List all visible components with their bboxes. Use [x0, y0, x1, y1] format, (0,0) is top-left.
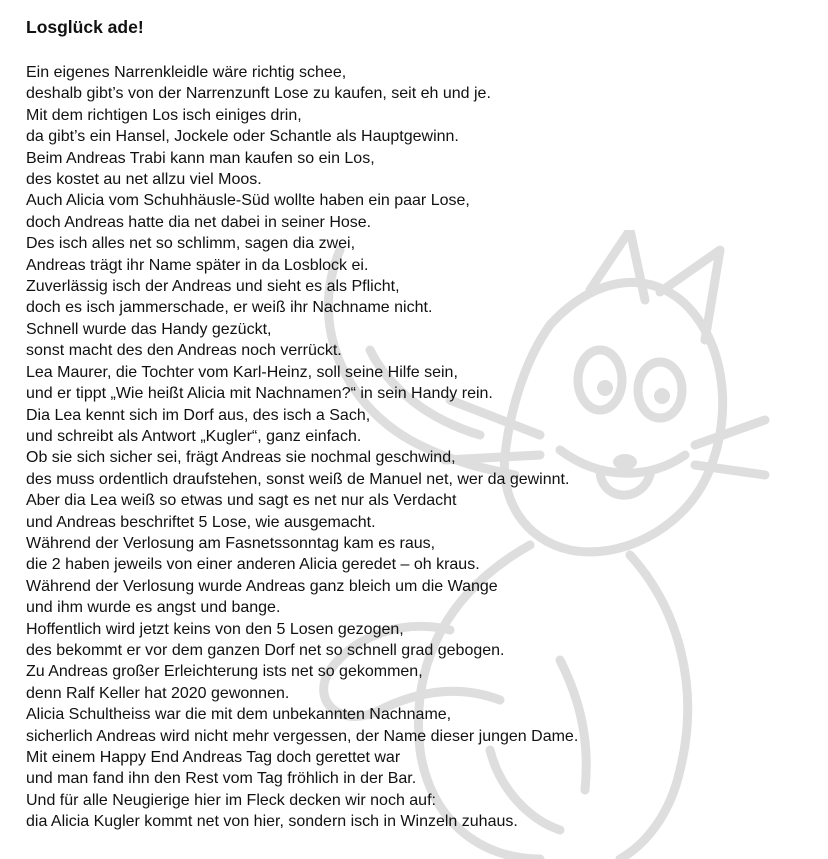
- poem-line: und er tippt „Wie heißt Alicia mit Nachnamen?“ in sein Handy rein.: [26, 385, 493, 403]
- poem-line: sicherlich Andreas wird nicht mehr vergessen, der Name dieser jungen Dame.: [26, 727, 579, 745]
- poem-line: denn Ralf Keller hat 2020 gewonnen.: [26, 684, 290, 702]
- poem-line: Mit einem Happy End Andreas Tag doch gerettet war: [26, 749, 401, 766]
- poem-line: Zuverlässig isch der Andreas und sieht es als Pflicht,: [26, 278, 400, 296]
- poem-line: des kostet au net allzu viel Moos.: [26, 171, 262, 189]
- poem-line: Mit dem richtigen Los isch einiges drin,: [26, 106, 302, 124]
- poem-line: Ob sie sich sicher sei, frägt Andreas sie nochmal geschwind,: [26, 449, 456, 467]
- poem-line: Ein eigenes Narrenkleidle wäre richtig schee,: [26, 64, 347, 81]
- poem-line: Auch Alicia vom Schuhhäusle-Süd wollte haben ein paar Lose,: [26, 192, 470, 210]
- poem-line: und man fand ihn den Rest vom Tag fröhlich in der Bar.: [26, 770, 417, 788]
- poem-line: sonst macht des den Andreas noch verrückt.: [26, 342, 342, 360]
- poem-line: Aber dia Lea weiß so etwas und sagt es net nur als Verdacht: [26, 492, 457, 510]
- poem-line: Alicia Schultheiss war die mit dem unbekannten Nachname,: [26, 706, 452, 724]
- poem-line: Hoffentlich wird jetzt keins von den 5 Losen gezogen,: [26, 620, 404, 638]
- poem-line: des muss ordentlich draufstehen, sonst weiß de Manuel net, wer da gewinnt.: [26, 470, 570, 488]
- poem-line: da gibt’s ein Hansel, Jockele oder Schantle als Hauptgewinn.: [26, 128, 459, 146]
- poem-line: doch es isch jammerschade, er weiß ihr Nachname nicht.: [26, 299, 433, 317]
- poem-line: Beim Andreas Trabi kann man kaufen so ein Los,: [26, 149, 375, 167]
- poem-line: Des isch alles net so schlimm, sagen dia zwei,: [26, 235, 356, 253]
- poem-line: Lea Maurer, die Tochter vom Karl-Heinz, soll seine Hilfe sein,: [26, 363, 458, 381]
- poem-line: Dia Lea kennt sich im Dorf aus, des isch a Sach,: [26, 406, 371, 424]
- poem-line: doch Andreas hatte dia net dabei in seiner Hose.: [26, 213, 372, 231]
- poem-line: Andreas trägt ihr Name später in da Losblock ei.: [26, 256, 369, 274]
- poem-line: dia Alicia Kugler kommt net von hier, sondern isch in Winzeln zuhaus.: [26, 813, 518, 831]
- poem-line: und Andreas beschriftet 5 Lose, wie ausgemacht.: [26, 513, 376, 531]
- poem-line: Während der Verlosung wurde Andreas ganz bleich um die Wange: [26, 577, 498, 595]
- poem-lines: [26, 62, 816, 833]
- poem-line: und schreibt als Antwort „Kugler“, ganz einfach.: [26, 427, 362, 445]
- poem-line: Schnell wurde das Handy gezückt,: [26, 320, 272, 338]
- poem-title: Losglück ade!: [26, 17, 144, 37]
- poem-line: und ihm wurde es angst und bange.: [26, 599, 281, 617]
- poem-line: des bekommt er vor dem ganzen Dorf net so schnell grad gebogen.: [26, 641, 505, 659]
- poem-line: Und für alle Neugierige hier im Fleck decken wir noch auf:: [26, 791, 436, 809]
- poem-line: deshalb gibt’s von der Narrenzunft Lose zu kaufen, seit eh und je.: [26, 85, 491, 103]
- poem-body: [26, 16, 816, 833]
- poem-line: die 2 haben jeweils von einer anderen Alicia geredet – oh kraus.: [26, 556, 480, 574]
- poem-line: Zu Andreas großer Erleichterung ists net so gekommen,: [26, 663, 423, 681]
- poem-line: Während der Verlosung am Fasnetssonntag kam es raus,: [26, 534, 436, 552]
